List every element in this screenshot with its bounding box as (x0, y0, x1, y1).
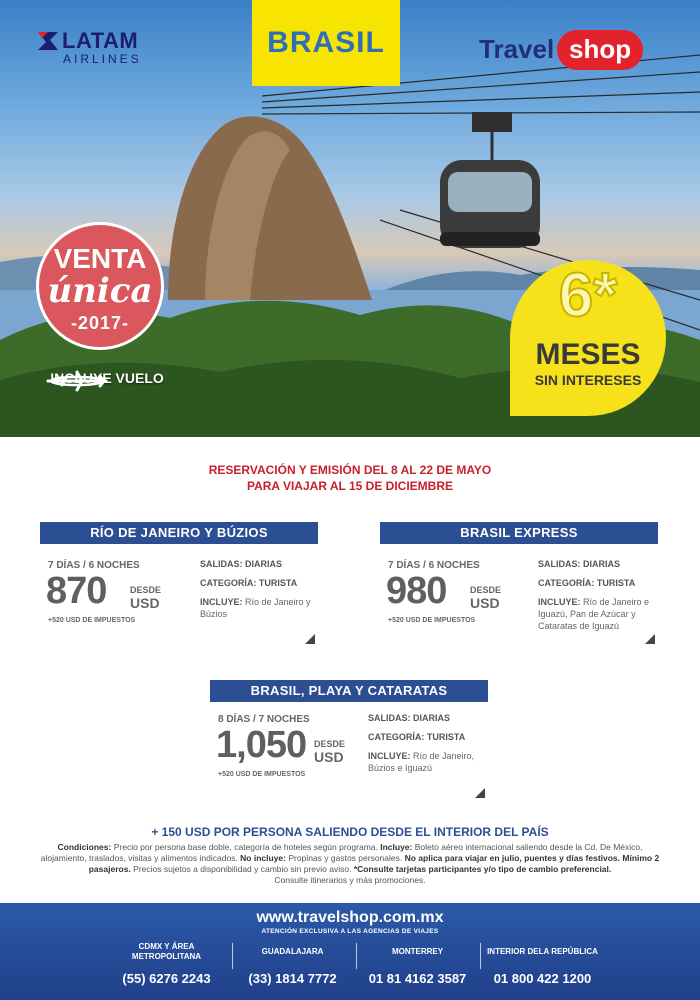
restrictions-text: No aplica para viajar en julio, puentes y días festivos. Mínimo 2 pasajeros. (88, 853, 660, 874)
office-name: GUADALAJARA (261, 947, 324, 956)
cond-label: Condiciones: (57, 842, 112, 852)
headline-line1: RESERVACIÓN Y EMISIÓN DEL 8 AL 22 DE MAYO (208, 463, 492, 477)
salidas-value: DIARIAS (245, 559, 283, 569)
availability-text: Precios sujetos a disponibilidad y cambio sin previo aviso. (133, 864, 352, 874)
salidas-label: SALIDAS: (200, 559, 243, 569)
travelshop-word: Travel (479, 34, 555, 64)
corner-arrow-icon (645, 634, 655, 644)
office-interior (480, 941, 605, 997)
package-details (200, 558, 315, 627)
footer-contact (0, 903, 700, 1000)
incluye-label: INCLUYE: (200, 597, 243, 607)
price-from-label: DESDE (470, 585, 502, 595)
hero-banner (0, 0, 700, 437)
package-duration: 7 DÍAS / 6 NOCHES (48, 560, 140, 571)
no-incluye-text: Propinas y gastos personales. (288, 853, 403, 863)
incluye-vuelo-text: INCLUYE VUELO (50, 370, 164, 386)
incluye-label: INCLUYE: (538, 597, 581, 607)
package-title: BRASIL EXPRESS (380, 522, 658, 544)
price-taxes: +520 USD DE IMPUESTOS (48, 617, 136, 624)
office-phone[interactable]: 01 81 4162 3587 (368, 971, 467, 986)
package-price: 1,050 (216, 724, 307, 766)
meses-sin-intereses-badge (510, 260, 666, 416)
no-incluye-label: No incluye: (240, 853, 286, 863)
incluye-value: Río de Janeiro y Búzios (200, 597, 311, 619)
office-cdmx (104, 941, 229, 997)
package-duration: 7 DÍAS / 6 NOCHES (388, 560, 480, 571)
package-details (538, 558, 656, 639)
venta-unica-badge (36, 222, 164, 350)
incluye-value: Río de Janeiro e Iguazú, Pan de Azúcar y Cataratas de Iguazú (538, 597, 650, 631)
venta-line3: -2017- (70, 313, 130, 333)
incluye-vuelo-badge (42, 368, 172, 418)
categoria-value: TURISTA (596, 578, 636, 588)
office-guadalajara (230, 941, 355, 997)
cond-text: Precio por persona base doble, categoría de hoteles según programa. (113, 842, 378, 852)
package-card-playa-cataratas[interactable] (210, 680, 490, 810)
conditions-text (38, 842, 662, 886)
meses-label: MESES (535, 338, 641, 371)
office-phone[interactable]: 01 800 422 1200 (493, 971, 592, 986)
cable-car (440, 112, 540, 248)
package-price: 870 (46, 570, 107, 612)
office-monterrey (355, 941, 480, 997)
package-card-brasil-express[interactable] (380, 522, 660, 652)
salidas-value: DIARIAS (583, 559, 621, 569)
website-subtitle: ATENCIÓN EXCLUSIVA A LAS AGENCIAS DE VIAJES (261, 928, 439, 935)
destination-tag (252, 0, 400, 86)
office-phone[interactable]: (33) 1814 7772 (248, 971, 337, 986)
package-title: BRASIL, PLAYA Y CATARATAS (210, 680, 488, 702)
categoria-label: CATEGORÍA: (200, 578, 257, 588)
price-from-label: DESDE (314, 739, 346, 749)
cards-note: *Consulte tarjetas participantes y/o tipo de cambio preferencial. (353, 864, 612, 874)
latam-sub: AIRLINES (63, 52, 142, 66)
price-currency: USD (314, 749, 344, 765)
price-currency: USD (130, 595, 160, 611)
travelshop-badge: shop (557, 30, 643, 70)
price-currency: USD (470, 595, 500, 611)
salidas-label: SALIDAS: (368, 713, 411, 723)
incluye-text: Boleto aéreo internacional saliendo desde la Cd. De México, alojamiento, traslados, visitas y alimentos indicados. (40, 842, 643, 863)
categoria-value: TURISTA (426, 732, 466, 742)
package-card-rio-buzios[interactable] (40, 522, 320, 652)
price-from-label: DESDE (130, 585, 162, 595)
incluye-value: Río de Janeiro, Búzios e Iguazú (368, 751, 475, 773)
incluye-label: Incluye: (380, 842, 413, 852)
promo-headline (0, 462, 700, 494)
venta-line2: única (47, 271, 153, 311)
package-price: 980 (386, 570, 447, 612)
price-taxes: +520 USD DE IMPUESTOS (218, 771, 306, 778)
categoria-label: CATEGORÍA: (538, 578, 595, 588)
airplane-icon (42, 368, 112, 394)
headline-line2: PARA VIAJAR AL 15 DE DICIEMBRE (246, 479, 454, 493)
meses-number: 6* (558, 261, 618, 330)
more-info-text: Consulte itinerarios y más promociones. (274, 875, 426, 885)
categoria-value: TURISTA (258, 578, 298, 588)
corner-arrow-icon (475, 788, 485, 798)
office-name: CDMX Y ÁREA METROPOLITANA (131, 942, 202, 961)
incluye-label: INCLUYE: (368, 751, 411, 761)
latam-word: LATAM (62, 28, 139, 53)
latam-icon (36, 30, 60, 52)
package-details (368, 712, 486, 781)
office-name: INTERIOR DELA REPÚBLICA (487, 947, 598, 956)
website-link[interactable]: www.travelshop.com.mx (256, 909, 444, 926)
latam-logo (36, 30, 156, 70)
package-duration: 8 DÍAS / 7 NOCHES (218, 714, 310, 725)
destination-title: BRASIL (267, 26, 385, 59)
office-phone[interactable]: (55) 6276 2243 (122, 971, 211, 986)
office-name: MONTERREY (391, 947, 444, 956)
corner-arrow-icon (305, 634, 315, 644)
salidas-value: DIARIAS (413, 713, 451, 723)
meses-sublabel: SIN INTERESES (534, 372, 642, 388)
venta-line1: VENTA (53, 243, 147, 274)
categoria-label: CATEGORÍA: (368, 732, 425, 742)
package-title: RÍO DE JANEIRO Y BÚZIOS (40, 522, 318, 544)
price-taxes: +520 USD DE IMPUESTOS (388, 617, 476, 624)
interior-surcharge-note: + 150 USD POR PERSONA SALIENDO DESDE EL INTERIOR DEL PAÍS (151, 825, 549, 839)
salidas-label: SALIDAS: (538, 559, 581, 569)
travelshop-logo (479, 26, 659, 76)
